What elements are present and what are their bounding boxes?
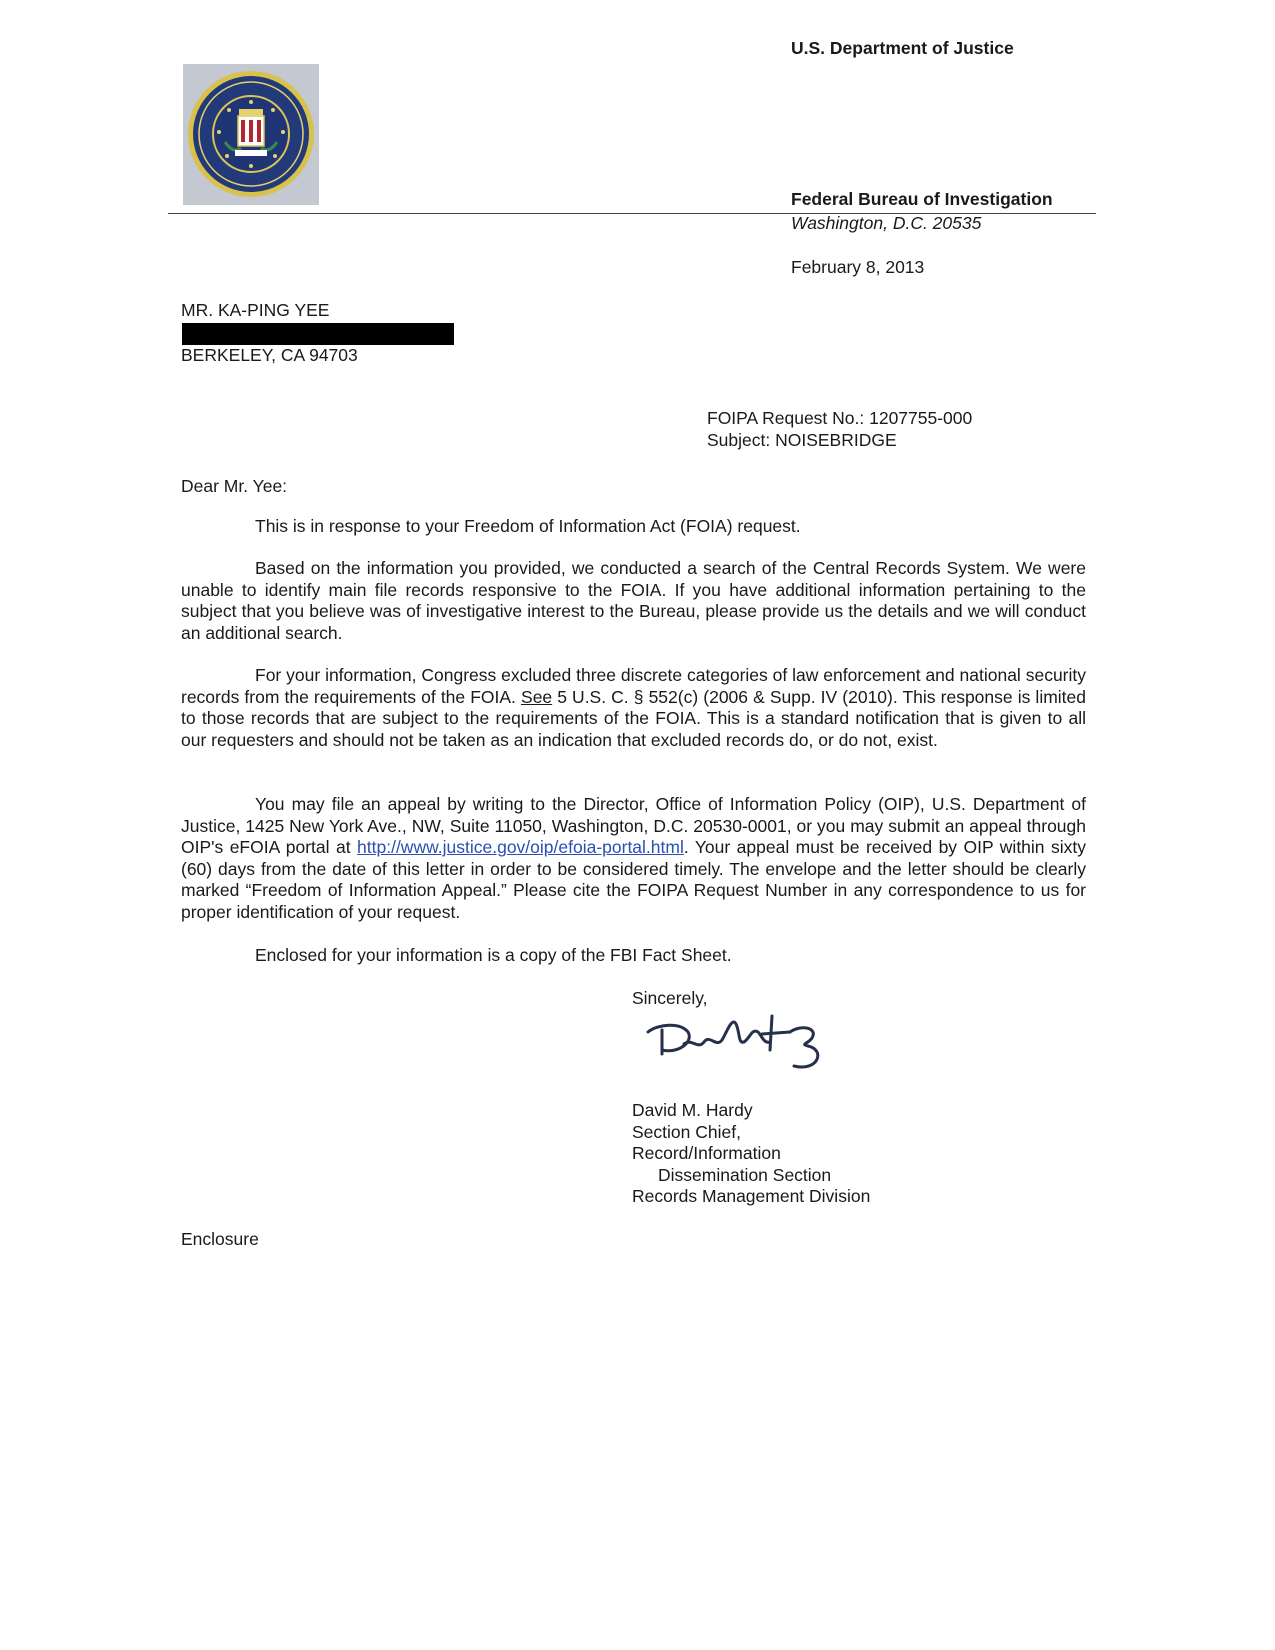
paragraph-5: Enclosed for your information is a copy of the FBI Fact Sheet. [255, 945, 732, 965]
paragraph-1: This is in response to your Freedom of Information Act (FOIA) request. [255, 516, 801, 536]
request-subject: Subject: NOISEBRIDGE [707, 430, 897, 450]
paragraph-3-text-a: For your information, Congress excluded three discrete categories of law enforcement and national security records from the requirements of the FOIA. [181, 665, 1086, 707]
handwritten-signature [640, 1010, 850, 1080]
see-citation: See [521, 686, 553, 707]
fbi-seal-logo [183, 64, 319, 205]
closing: Sincerely, [632, 988, 708, 1008]
bureau-heading: Federal Bureau of Investigation [791, 189, 1053, 209]
department-heading: U.S. Department of Justice [791, 38, 1014, 58]
salutation: Dear Mr. Yee: [181, 476, 288, 496]
paragraph-4-text-b: . Your appeal must be received by OIP within sixty (60) days from the date of this letter in order to be considered timely. The envelope and the letter should be clearly marked “Freedom of Information Appeal.” Please cite the FOIPA Request Number in any correspondence to us for proper identification of your request. [181, 837, 1086, 922]
signatory-name: David M. Hardy [632, 1100, 753, 1120]
bureau-location: Washington, D.C. 20535 [791, 213, 982, 233]
letter-date: February 8, 2013 [791, 257, 925, 277]
recipient-name: MR. KA-PING YEE [181, 300, 330, 320]
paragraph-3 [181, 665, 1086, 751]
efoia-portal-link[interactable]: http://www.justice.gov/oip/efoia-portal.html [357, 837, 684, 857]
paragraph-2: Based on the information you provided, we conducted a search of the Central Records System. We were unable to identify main file records responsive to the FOIA. If you have additional information pertaining to the subject that you believe was of investigative interest to the Bureau, please provide us the details and we will conduct an additional search. [181, 558, 1086, 643]
redacted-address [182, 323, 454, 345]
signatory-section: Record/Information [632, 1143, 781, 1163]
recipient-city: BERKELEY, CA 94703 [181, 345, 358, 365]
request-number: FOIPA Request No.: 1207755-000 [707, 408, 973, 428]
paragraph-3-text-b: 5 U.S. C. § 552(c) (2006 & Supp. IV (2010). This response is limited to those records that are subject to the requirements of the FOIA. This is a standard notification that is given to all our requesters and should not be taken as an indication that excluded records do, or do not, exist. [181, 686, 1086, 750]
paragraph-4 [181, 794, 1086, 923]
signatory-section-cont: Dissemination Section [658, 1165, 832, 1185]
signatory-title: Section Chief, [632, 1122, 741, 1142]
paragraph-4-text-a: You may file an appeal by writing to the Director, Office of Information Policy (OIP), U.S. Department of Justice, 1425 New York Ave., NW, Suite 11050, Washington, D.C. 20530-0001, or you may submit an appeal through OIP's eFOIA portal at [181, 794, 1086, 857]
signatory-division: Records Management Division [632, 1186, 871, 1206]
enclosure-note: Enclosure [181, 1229, 259, 1249]
